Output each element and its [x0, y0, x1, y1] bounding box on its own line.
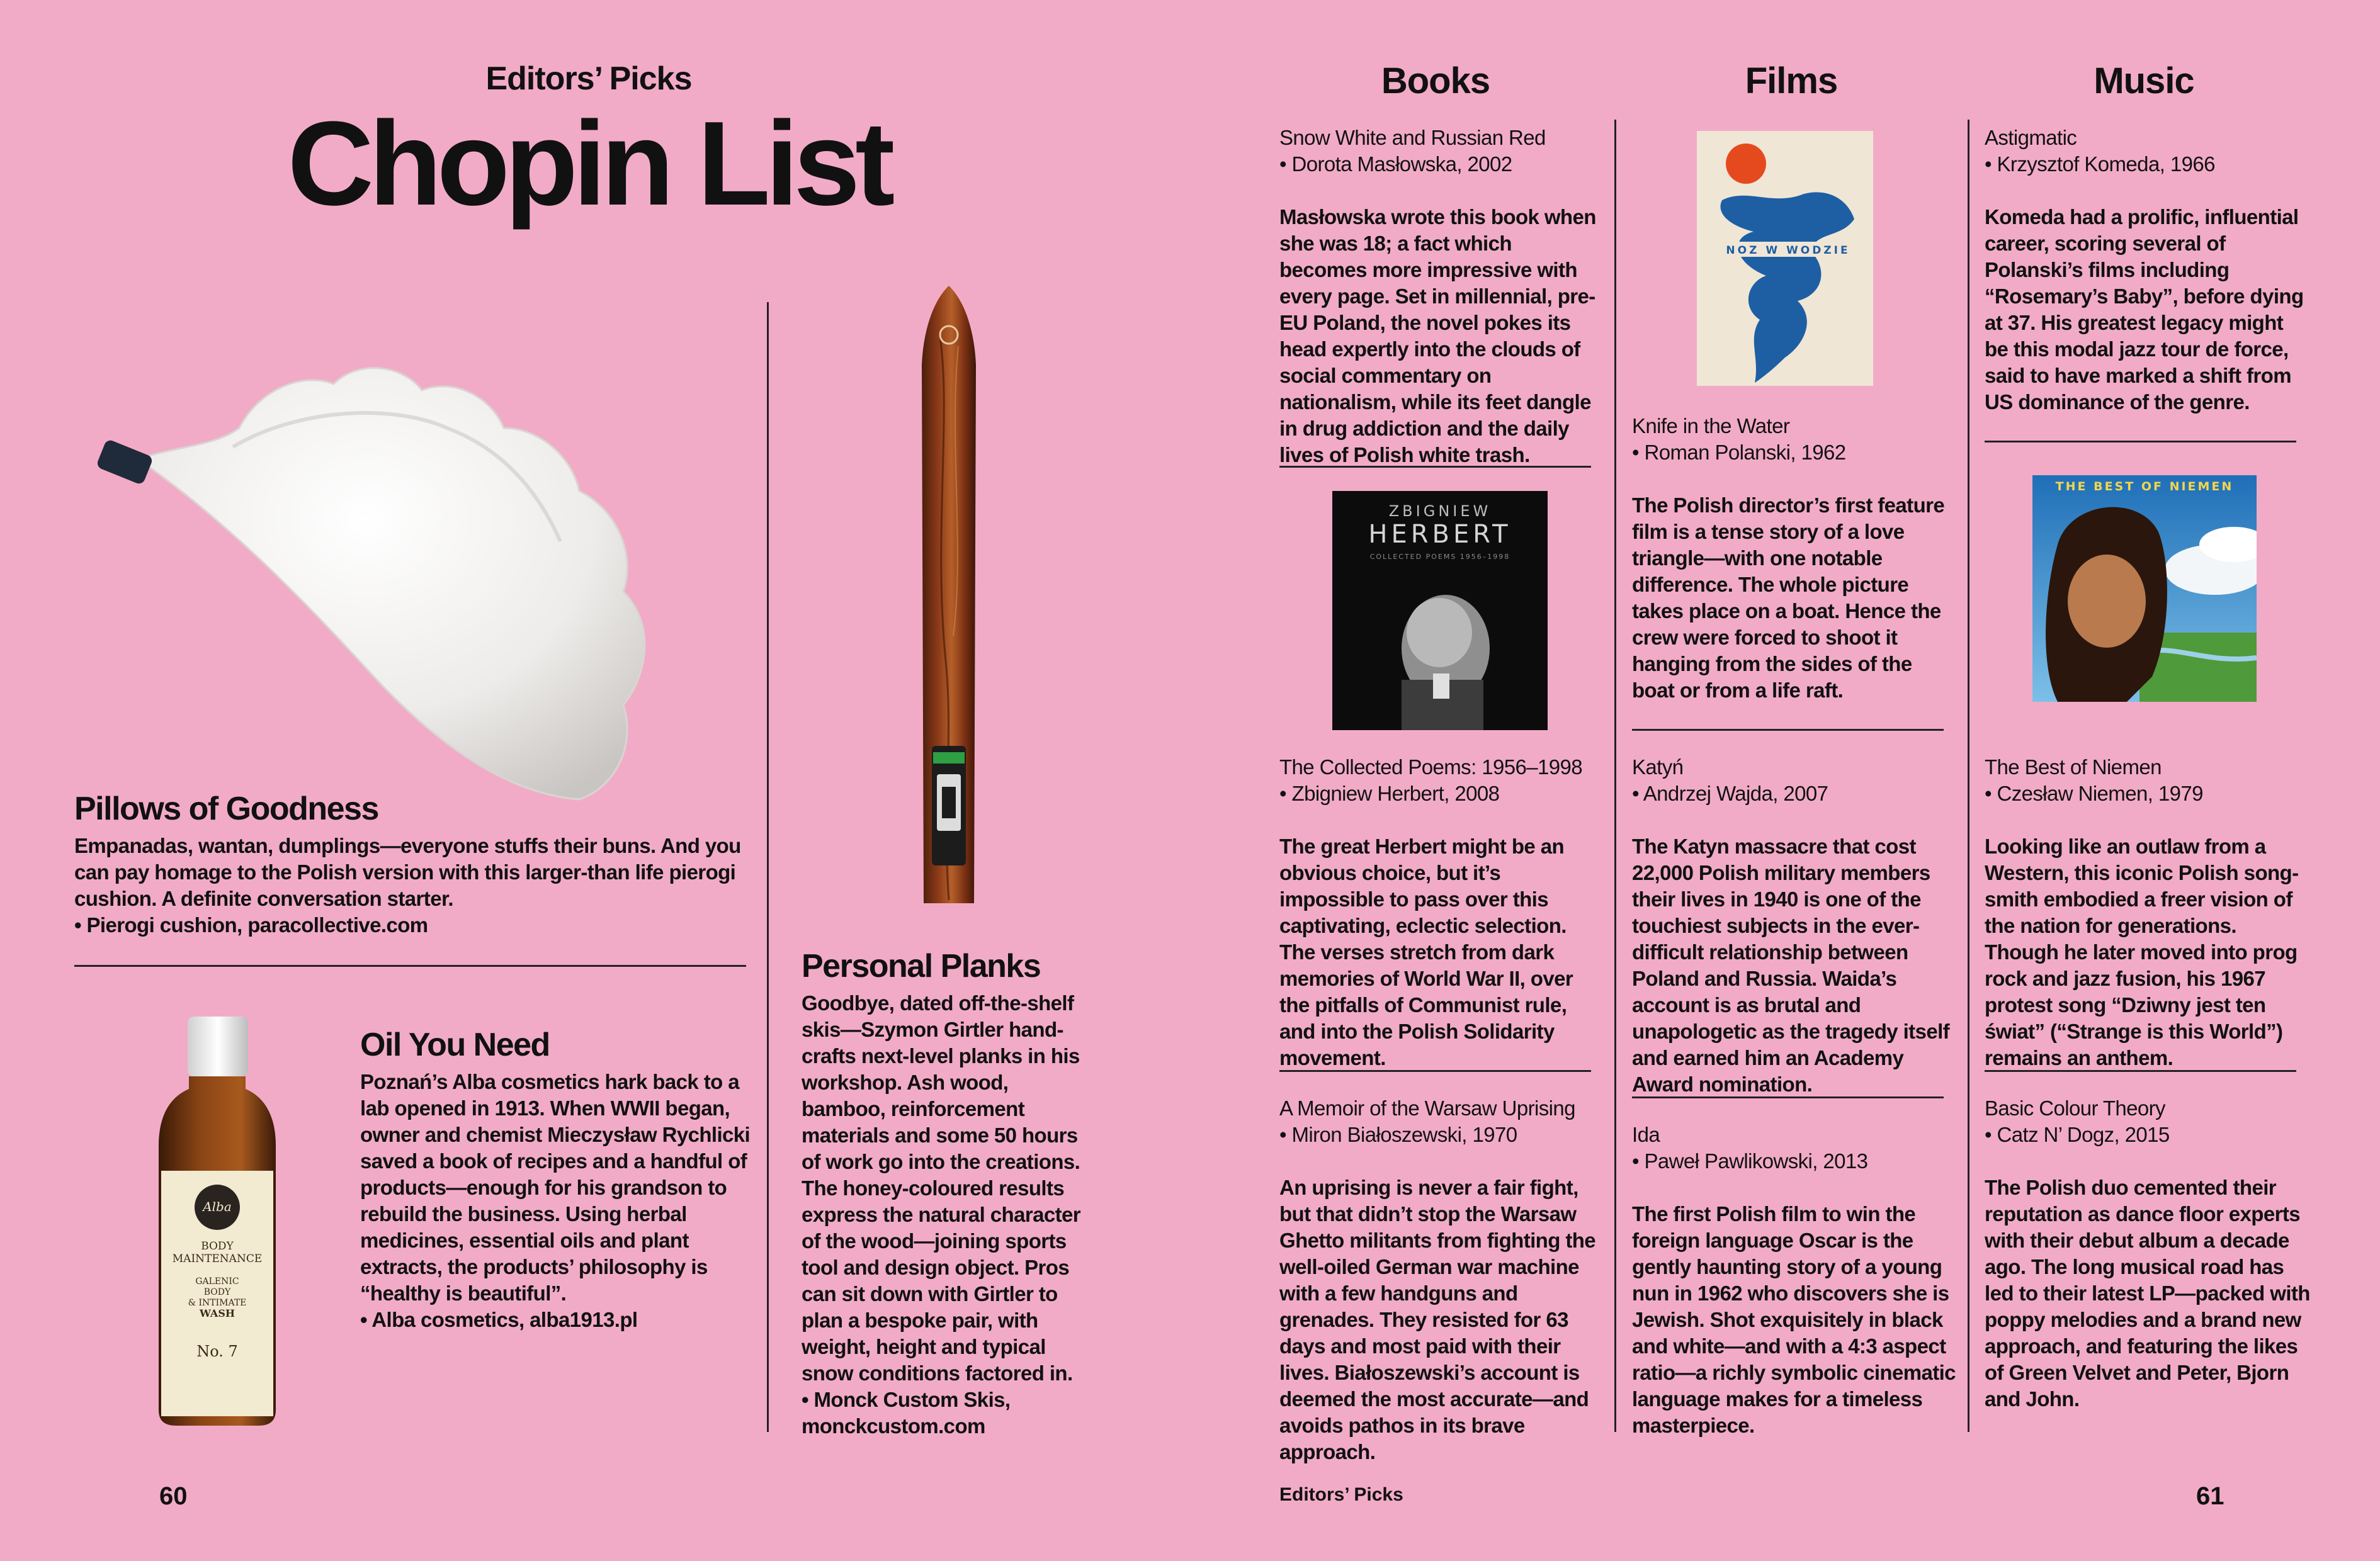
film-entry — [1632, 754, 1959, 1098]
film-title: Ida — [1632, 1123, 1660, 1146]
book-entry — [1279, 125, 1601, 468]
poster-text: NOZ W WODZIE — [1726, 244, 1850, 257]
planks-headline: Personal Planks — [802, 948, 1041, 984]
page-number-left: 60 — [159, 1482, 188, 1510]
bottle-text-4: BODY — [203, 1287, 231, 1297]
page-title: Chopin List — [287, 97, 890, 230]
book-entry — [1279, 754, 1607, 1071]
film-body: The Polish director’s first feature film is a tense story of a love triangle—with one notable difference. The whole picture takes place on a boat. Hence the crew were forced to shoot it hanging from the sides of the boat or from a life raft. — [1632, 493, 1945, 702]
book-body: The great Herbert might be an obvious choice, but it’s impossible to pass over this captivating, eclectic selection. The verses stretch from dark memories of World War II, over the pitfalls of Communist rule, and into the Polish Solidarity movement. — [1279, 835, 1573, 1069]
pillows-headline: Pillows of Goodness — [74, 791, 378, 827]
music-author: • Czesław Niemen, 1979 — [1985, 782, 2203, 805]
book-entry — [1279, 1095, 1601, 1465]
niemen-cover-text: THE BEST OF NIEMEN — [2055, 480, 2234, 493]
pillows-body: Empanadas, wantan, dumplings—everyone stuffs their buns. And you can pay homage to the Polish version with this larger-than life pierogi cushion. A definite conversation starter. — [74, 834, 741, 910]
alba-bottle-image — [151, 1013, 283, 1429]
pierogi-cushion-image — [94, 352, 661, 806]
herbert-cover-sub: COLLECTED POEMS 1956–1998 — [1369, 553, 1510, 561]
bottle-text-7: No. 7 — [196, 1343, 238, 1360]
music-body: The Polish duo cemented their reputation as dance floor experts with their debut album a decade ago. The long musical road has led to their latest LP—packed with poppy melodies and a brand new approach, and featuring the likes of Green Velvet and Peter, Bjorn and John. — [1985, 1176, 2310, 1411]
book-author: • Dorota Masłowska, 2002 — [1279, 152, 1512, 176]
column-heading-books: Books — [1381, 60, 1490, 101]
music-entry — [1985, 125, 2306, 415]
music-title: Basic Colour Theory — [1985, 1096, 2165, 1120]
running-footer: Editors’ Picks — [1279, 1484, 1403, 1505]
film-body: The first Polish film to win the foreign language Oscar is the gently haunting story of a young nun in 1962 who discovers she is Jewish. Shot exquisitely in black and white—and with a 4:3 aspect ratio—a richly symbolic cinematic language makes for a timeless masterpiece. — [1632, 1202, 1956, 1437]
music-entry — [1985, 754, 2306, 1071]
film-author: • Andrzej Wajda, 2007 — [1632, 782, 1828, 805]
film-entry — [1632, 413, 1953, 704]
bottle-text-3: GALENIC — [195, 1276, 239, 1287]
film-title: Knife in the Water — [1632, 414, 1790, 437]
oil-body: Poznań’s Alba cosmetics hark back to a lab opened in 1913. When WWII began, owner and chemist Mieczysław Rychlicki saved a book of recipes and a handful of products—enough for his grandson to rebuild the business. Using herbal medicines, essential oils and plant extracts, the products’ philosophy is “healthy is beautiful”. — [360, 1070, 751, 1305]
planks-credit: • Monck Custom Skis, monckcustom.com — [802, 1388, 1011, 1438]
music-title: The Best of Niemen — [1985, 755, 2162, 779]
film-author: • Paweł Pawlikowski, 2013 — [1632, 1149, 1868, 1173]
bottle-text-1: BODY — [201, 1240, 234, 1253]
svg-text:Alba: Alba — [203, 1199, 232, 1214]
divider-left-page — [767, 302, 769, 1432]
page-number-right: 61 — [2196, 1482, 2224, 1510]
oil-credit: • Alba cosmetics, alba1913.pl — [360, 1308, 638, 1331]
planks-body: Goodbye, dated off-the-shelf skis—Szymon Girtler hand-crafts next-level planks in his workshop. Ash wood, bamboo, reinforcement materials and some 50 hours of work go into the creations. The honey-coloured results express the natural character of the wood—joining sports tool and design object. Pros can sit down with Girtler to plan a bespoke pair, with weight, height and typical snow conditions factored in. — [802, 991, 1080, 1385]
music-entry — [1985, 1095, 2312, 1412]
music-title: Astigmatic — [1985, 126, 2077, 149]
book-title: The Collected Poems: 1956–1998 — [1279, 755, 1582, 779]
book-author: • Miron Białoszewski, 1970 — [1279, 1123, 1517, 1146]
divider-books-films — [1614, 120, 1616, 1432]
film-title: Katyń — [1632, 755, 1684, 779]
column-heading-films: Films — [1745, 60, 1838, 101]
herbert-cover-name: ZBIGNIEW — [1388, 502, 1492, 520]
niemen-album-cover-image — [2032, 475, 2257, 702]
book-author: • Zbigniew Herbert, 2008 — [1279, 782, 1500, 805]
bottle-text-5: & INTIMATE — [188, 1298, 247, 1308]
column-heading-music: Music — [2094, 60, 2194, 101]
bottle-text-2: MAINTENANCE — [172, 1253, 263, 1265]
pillows-credit: • Pierogi cushion, paracollective.com — [74, 913, 428, 937]
oil-headline: Oil You Need — [360, 1027, 550, 1063]
music-author: • Catz N’ Dogz, 2015 — [1985, 1123, 2170, 1146]
music-author: • Krzysztof Komeda, 1966 — [1985, 152, 2215, 176]
wooden-ski-image — [914, 283, 983, 910]
film-author: • Roman Polanski, 1962 — [1632, 441, 1846, 464]
herbert-cover-surname: HERBERT — [1368, 520, 1512, 549]
film-entry — [1632, 1122, 1956, 1439]
bottle-text-6: WASH — [199, 1307, 235, 1319]
divider-films-music — [1968, 120, 1969, 1432]
section-kicker: Editors’ Picks — [485, 60, 692, 97]
divider-music-1 — [1985, 441, 2296, 442]
divider-pillows-oil — [74, 965, 746, 967]
knife-in-the-water-poster-image — [1697, 131, 1873, 386]
herbert-book-cover-image — [1332, 491, 1548, 730]
book-title: Snow White and Russian Red — [1279, 126, 1546, 149]
film-body: The Katyn massacre that cost 22,000 Polish military members their lives in 1940 is one of the touchiest subjects in the ever-difficult relationship between Poland and Russia. Waida’s account is as brutal and unapologetic as the tragedy itself and earned him an Academy Award nomination. — [1632, 835, 1950, 1096]
music-body: Komeda had a prolific, influential career, scoring several of Polanski’s films including “Rosemary’s Baby”, before dying at 37. His greatest legacy might be this modal jazz tour de force, said to have marked a shift from US dominance of the genre. — [1985, 205, 2304, 414]
book-title: A Memoir of the Warsaw Uprising — [1279, 1096, 1575, 1120]
music-body: Looking like an outlaw from a Western, this iconic Polish song-smith embodied a freer vision of the nation for generations. Though he later moved into prog rock and jazz fusion, his 1967 protest song “Dziwny jest ten świat” (“Strange is this World”) remains an anthem. — [1985, 835, 2299, 1069]
book-body: An uprising is never a fair fight, but that didn’t stop the Warsaw Ghetto militants from fighting the well-oiled German war machine with a few handguns and grenades. They resisted for 63 days and most paid with their lives. Białoszewski’s account is deemed the most accurate—and avoids pathos in its brave approach. — [1279, 1176, 1596, 1463]
book-body: Masłowska wrote this book when she was 18; a fact which becomes more impressive with every page. Set in millennial, pre-EU Poland, the novel pokes its head expertly into the clouds of social commentary on nationalism, while its feet dangle in drug addiction and the daily lives of Polish white trash. — [1279, 205, 1596, 466]
divider-films-1 — [1632, 729, 1944, 731]
